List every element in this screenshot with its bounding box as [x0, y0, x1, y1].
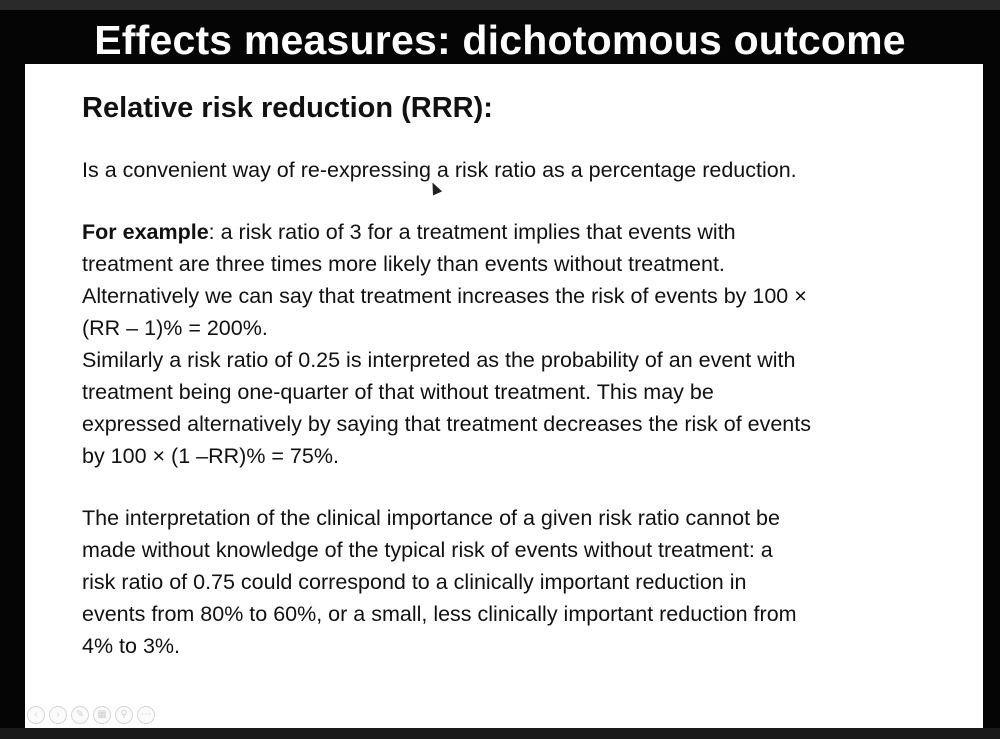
interpretation-line-2: made without knowledge of the typical risk of events without treatment: a	[82, 538, 773, 562]
top-bar	[0, 0, 1000, 10]
interpretation-line-4: events from 80% to 60%, or a small, less clinically important reduction from	[82, 602, 797, 626]
example-paragraph	[82, 216, 932, 472]
previous-icon[interactable]: ‹	[27, 706, 45, 724]
more-icon[interactable]: ⋯	[137, 706, 155, 724]
example-line-7: expressed alternatively by saying that treatment decreases the risk of events	[82, 412, 811, 436]
interpretation-paragraph	[82, 502, 932, 662]
example-line-6: treatment being one-quarter of that without treatment. This may be	[82, 380, 714, 404]
example-text: : a risk ratio of 3 for a treatment implies that events with	[208, 220, 736, 244]
intro-paragraph: Is a convenient way of re-expressing a risk ratio as a percentage reduction.	[82, 158, 797, 182]
next-icon[interactable]: ›	[49, 706, 67, 724]
pen-icon[interactable]: ✎	[71, 706, 89, 724]
zoom-icon[interactable]: ⚲	[115, 706, 133, 724]
example-line-5: Similarly a risk ratio of 0.25 is interpreted as the probability of an event with	[82, 348, 796, 372]
bottom-bar	[0, 728, 1000, 739]
interpretation-line-1: The interpretation of the clinical importance of a given risk ratio cannot be	[82, 506, 780, 530]
example-line-1	[82, 216, 932, 248]
interpretation-line-3: risk ratio of 0.75 could correspond to a clinically important reduction in	[82, 570, 747, 594]
slide-content	[82, 88, 932, 678]
section-heading: Relative risk reduction (RRR):	[82, 92, 493, 124]
slide-title: Effects measures: dichotomous outcome	[94, 17, 906, 63]
slide-panel	[25, 64, 983, 728]
example-label: For example	[82, 220, 209, 244]
example-line-4: (RR – 1)% = 200%.	[82, 316, 268, 340]
slides-icon[interactable]: ▦	[93, 706, 111, 724]
example-line-8: by 100 × (1 –RR)% = 75%.	[82, 444, 339, 468]
interpretation-line-5: 4% to 3%.	[82, 634, 180, 658]
example-line-3: Alternatively we can say that treatment increases the risk of events by 100 ×	[82, 284, 807, 308]
example-line-2: treatment are three times more likely than events without treatment.	[82, 252, 725, 276]
slideshow-controls	[27, 706, 155, 724]
